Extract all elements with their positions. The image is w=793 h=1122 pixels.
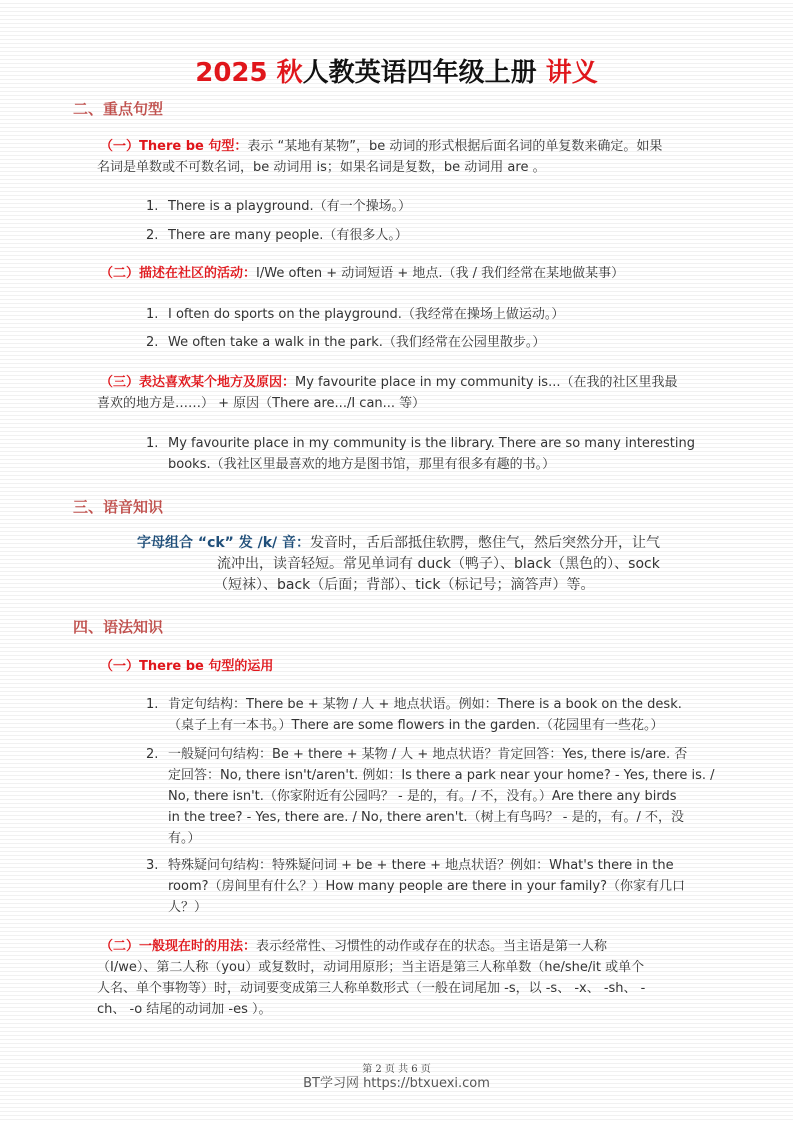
section2-part3-text2: 喜欢的地方是……） + 原因（There are.../I can... 等） <box>97 396 426 411</box>
section2-part1-text2: 名词是单数或不可数名词，be 动词用 is；如果名词是复数，be 动词用 are 。 <box>97 160 546 175</box>
list-item-number: 2. <box>146 335 159 350</box>
list-item-text: My favourite place in my community is the library. There are so many interesting <box>168 436 695 451</box>
section2-heading: 二、重点句型 <box>73 100 164 118</box>
list-item-text: We often take a walk in the park.（我们经常在公园里散步。） <box>168 335 546 350</box>
page-title <box>0 56 793 90</box>
section2-part2-paragraph <box>100 263 720 284</box>
section4-part2-line3: 人名、单个事物等）时，动词要变成第三人称单数形式（一般在词尾加 -s，以 -s、 -x、 -sh、 - <box>97 981 646 996</box>
list-item-text: （桌子上有一本书。）There are some flowers in the garden.（花园里有一些花。） <box>168 718 664 733</box>
list-item-number: 1. <box>146 436 159 451</box>
list-item <box>146 433 721 475</box>
section4-part2-label: （二）一般现在时的用法： <box>100 939 257 954</box>
list-item <box>146 304 721 325</box>
list-item <box>146 855 721 918</box>
section2-part3-text1: My favourite place in my community is...（在我的社区里我最 <box>295 375 678 390</box>
section4-part2-line4: ch、 -o 结尾的动词加 -es ）。 <box>97 1002 272 1017</box>
list-item-number: 3. <box>146 858 159 873</box>
list-item <box>146 225 721 246</box>
list-item-text: 肯定句结构：There be + 某物 / 人 + 地点状语。例如：There is a book on the desk. <box>168 697 682 712</box>
section3-label: 字母组合 “ck” 发 /k/ 音： <box>137 535 311 551</box>
list-item-text: There is a playground.（有一个操场。） <box>168 199 412 214</box>
section3-line2: 流冲出，读音轻短。常见单词有 duck（鸭子）、black（黑色的）、sock <box>217 556 660 572</box>
list-item-text: in the tree? - Yes, there are. / No, there aren't.（树上有鸟吗？ - 是的，有。/ 不，没 <box>168 810 685 825</box>
list-item-number: 2. <box>146 228 159 243</box>
title-main: 人教英语四年级上册 <box>302 58 537 88</box>
list-item-number: 1. <box>146 307 159 322</box>
list-item-text: books.（我社区里最喜欢的地方是图书馆，那里有很多有趣的书。） <box>168 457 556 472</box>
list-item-text: 有。） <box>168 831 201 846</box>
section2-part1-label: （一）There be 句型： <box>100 139 248 154</box>
list-item-number: 2. <box>146 747 159 762</box>
list-item-text: 一般疑问句结构：Be + there + 某物 / 人 + 地点状语？肯定回答：Yes, there is/are. 否 <box>168 747 688 762</box>
list-item <box>146 694 721 736</box>
section3-line3: （短袜）、back（后面；背部）、tick（标记号；滴答声）等。 <box>214 577 595 593</box>
section3-line1: 发音时，舌后部抵住软腭，憋住气，然后突然分开，让气 <box>310 535 661 551</box>
section3-heading: 三、语音知识 <box>73 498 164 516</box>
section2-part2-label: （二）描述在社区的活动： <box>100 266 257 281</box>
section4-part2-line1: 表示经常性、习惯性的动作或存在的状态。当主语是第一人称 <box>256 939 608 954</box>
list-item <box>146 196 721 217</box>
section2-part3-paragraph <box>100 372 720 393</box>
section3-paragraph <box>137 533 727 554</box>
section4-heading: 四、语法知识 <box>73 618 164 636</box>
section2-part3-label: （三）表达喜欢某个地方及原因： <box>100 375 296 390</box>
section2-part1-paragraph <box>100 136 720 157</box>
list-item-text: There are many people.（有很多人。） <box>168 228 408 243</box>
section2-part2-text: I/We often + 动词短语 + 地点.（我 / 我们经常在某地做某事） <box>256 266 625 281</box>
list-item-number: 1. <box>146 697 159 712</box>
list-item-text: 特殊疑问句结构：特殊疑问词 + be + there + 地点状语？例如：What's there in the <box>168 858 674 873</box>
list-item-text: 定回答：No, there isn't/aren't. 例如：Is there a park near your home? - Yes, there is. / <box>168 768 715 783</box>
title-prefix: 2025 秋 <box>195 58 303 88</box>
site-watermark: BT学习网 https://btxuexi.com <box>303 1076 490 1091</box>
list-item-text: I often do sports on the playground.（我经常在操场上做运动。） <box>168 307 565 322</box>
list-item-number: 1. <box>146 199 159 214</box>
list-item-text: 人？） <box>168 900 208 915</box>
section2-part1-text1: 表示 “某地有某物”，be 动词的形式根据后面名词的单复数来确定。如果 <box>247 139 663 154</box>
list-item-text: No, there isn't.（你家附近有公园吗？ - 是的，有。/ 不，没有。）Are there any birds <box>168 789 677 804</box>
page-number: 第 2 页 共 6 页 <box>362 1064 431 1075</box>
list-item-text: room?（房间里有什么？）How many people are there in your family?（你家有几口 <box>168 879 685 894</box>
title-suffix: 讲义 <box>545 58 598 88</box>
list-item <box>146 332 721 353</box>
section4-part2-line2: （I/we）、第二人称（you）或复数时，动词用原形；当主语是第三人称单数（he/she/it 或单个 <box>97 960 645 975</box>
section4-part1-label: （一）There be 句型的运用 <box>100 659 274 674</box>
section4-part2-paragraph <box>100 936 720 957</box>
list-item <box>146 744 721 849</box>
